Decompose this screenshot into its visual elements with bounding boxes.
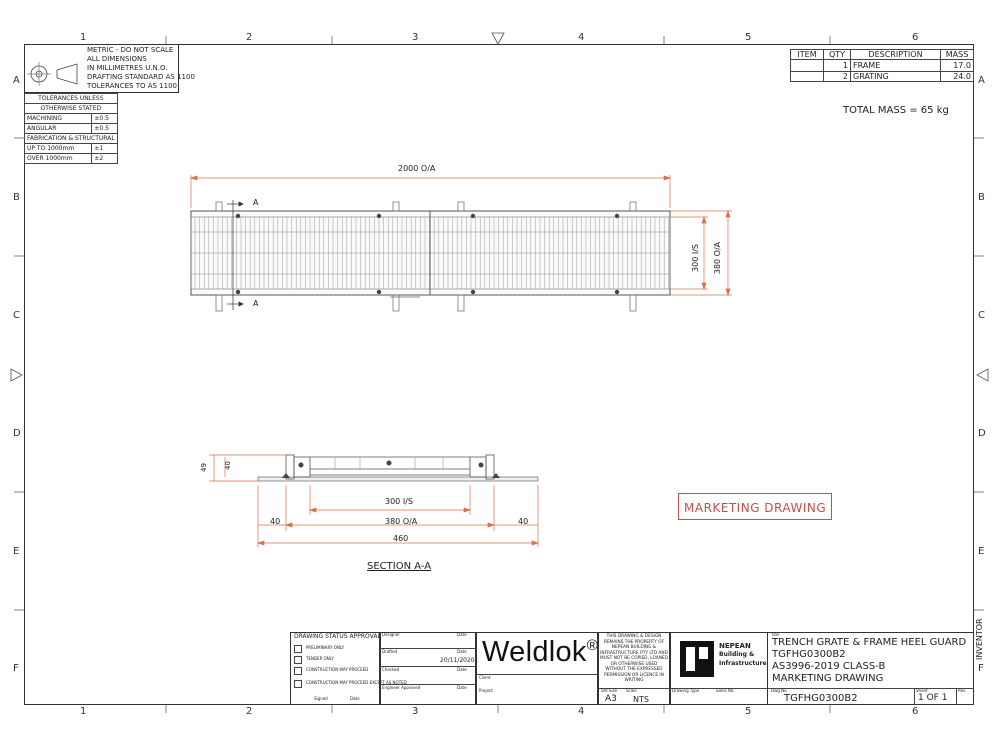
dim-section-height-2: 40 (223, 461, 232, 470)
dim-section-left: 40 (270, 517, 281, 526)
inventor-side-text: INVENTOR (975, 618, 984, 660)
row-ref-d-left: D (13, 428, 21, 439)
dim-overall-length: 2000 O/A (398, 164, 436, 173)
status-checkbox[interactable] (294, 667, 302, 675)
project-label: Project (479, 688, 493, 693)
sheet-size: A3 (605, 694, 617, 704)
fabrication-header: FABRICATION & STRUCTURAL (25, 134, 118, 144)
drawing-type-label: Drawing Type (672, 688, 700, 693)
tolerances-table (24, 93, 118, 164)
col-ref-2-top: 2 (246, 32, 253, 43)
note-line-5: TOLERANCES TO AS 1100 (87, 82, 177, 90)
col-ref-6-top: 6 (912, 32, 919, 43)
col-ref-4-bottom: 4 (578, 706, 585, 717)
col-ref-5-bottom: 5 (745, 706, 752, 717)
drafted-label: Drafted (382, 649, 398, 654)
parts-cell: 24.0 (941, 72, 974, 82)
status-checkbox[interactable] (294, 656, 302, 664)
signed-label: Signed (314, 696, 328, 701)
row-ref-c-left: C (13, 310, 20, 321)
dim-section-total: 460 (393, 534, 409, 543)
nepean-tagline-2: Infrastructure (719, 660, 767, 667)
section-view (195, 445, 555, 555)
total-mass: TOTAL MASS = 65 kg (843, 105, 949, 116)
status-item: CONSTRUCTION MAY PROCEED (306, 667, 369, 672)
sales-no-label: Sales No. (716, 688, 735, 693)
col-ref-3-bottom: 3 (412, 706, 419, 717)
status-date-label: Date (350, 696, 360, 701)
tolerance-label: MACHINING (25, 114, 92, 124)
nepean-logo-icon (680, 641, 714, 677)
status-checkbox[interactable] (294, 645, 302, 653)
tolerances-header-2: OTHERWISE STATED (25, 104, 118, 114)
brand-name: Weldlok (482, 636, 587, 668)
nepean-name: NEPEAN (719, 642, 751, 650)
parts-header-mass: MASS (941, 50, 974, 60)
row-ref-b-right: B (978, 192, 985, 203)
parts-cell (791, 72, 824, 82)
title-line-3: AS3996-2019 CLASS-B (772, 661, 886, 672)
dim-inside-width: 300 I/S (690, 244, 700, 272)
title-line-1: TRENCH GRATE & FRAME HEEL GUARD (772, 637, 967, 648)
note-line-3: IN MILLIMETRES U.N.O. (87, 64, 168, 72)
dwg-no-label: Dwg No. (771, 688, 788, 693)
designer-label: Designer (382, 632, 400, 637)
tolerance-value: ±2 (92, 154, 117, 164)
parts-cell: 1 (824, 60, 851, 72)
parts-header-item: ITEM (791, 50, 824, 60)
row-ref-a-left: A (13, 75, 20, 86)
row-ref-d-right: D (978, 428, 986, 439)
marketing-stamp (678, 493, 832, 520)
dim-overall-width: 380 O/A (713, 241, 723, 275)
parts-cell: FRAME (851, 60, 941, 72)
tolerance-value: ±0.5 (92, 114, 117, 124)
title-line-4: MARKETING DRAWING (772, 673, 884, 684)
drawn-date: 20/11/2020 (440, 657, 475, 664)
status-header: DRAWING STATUS APPROVAL (294, 633, 381, 640)
approved-date-label: Date (457, 685, 467, 690)
note-line-4: DRAFTING STANDARD AS 1100 (87, 73, 195, 81)
drafted-date-label: Date (457, 649, 467, 654)
brand-logo (482, 638, 598, 667)
col-ref-2-bottom: 2 (246, 706, 253, 717)
tolerance-label: OVER 1000mm (25, 154, 92, 164)
row-ref-f-right: F (978, 663, 984, 674)
nepean-tagline-1: Building & (719, 651, 755, 658)
parts-cell (791, 60, 824, 72)
marketing-stamp-text: MARKETING DRAWING (684, 501, 827, 515)
dim-section-height-1: 49 (199, 463, 208, 472)
status-item: CONSTRUCTION MAY PROCEED EXCEPT AS NOTED (306, 680, 407, 685)
col-ref-6-bottom: 6 (912, 706, 919, 717)
sheet-label: Sheet (916, 688, 928, 693)
row-ref-e-right: E (978, 546, 985, 557)
dim-section-inside: 300 I/S (385, 497, 413, 506)
col-ref-4-top: 4 (578, 32, 585, 43)
rev-label: Rev (958, 688, 966, 693)
scale-label: Scale (626, 688, 637, 693)
sheet-value: 1 OF 1 (918, 693, 948, 703)
tolerance-label: UP TO 1000mm (25, 144, 92, 154)
section-marker-bottom: A (253, 299, 259, 308)
projection-symbol-icon (27, 60, 87, 88)
note-line-2: ALL DIMENSIONS (87, 55, 147, 63)
dim-section-overall: 380 O/A (385, 517, 418, 526)
tolerances-header-1: TOLERANCES UNLESS (25, 94, 118, 104)
row-ref-c-right: C (978, 310, 985, 321)
status-item: PRELIMINARY ONLY (306, 645, 345, 650)
parts-table (790, 49, 974, 82)
checked-date-label: Date (457, 667, 467, 672)
tolerance-value: ±0.5 (92, 124, 117, 134)
col-ref-1-bottom: 1 (80, 706, 87, 717)
dwg-no: TGFHG0300B2 (784, 693, 858, 704)
parts-cell: 17.0 (941, 60, 974, 72)
col-ref-1-top: 1 (80, 32, 87, 43)
parts-header-qty: QTY (824, 50, 851, 60)
parts-cell: 2 (824, 72, 851, 82)
row-ref-b-left: B (13, 192, 20, 203)
checked-label: Checked (382, 667, 400, 672)
dim-section-right: 40 (518, 517, 529, 526)
col-ref-3-top: 3 (412, 32, 419, 43)
approved-label: Engineer Approved (382, 685, 421, 690)
designer-date-label: Date (457, 632, 467, 637)
sheet-size-label: Sht Size (601, 688, 618, 693)
tolerance-value: ±1 (92, 144, 117, 154)
parts-cell: GRATING (851, 72, 941, 82)
col-ref-5-top: 5 (745, 32, 752, 43)
scale-value: NTS (633, 695, 649, 704)
title-label: Title (771, 632, 780, 637)
client-label: Client (479, 675, 491, 680)
tolerance-label: ANGULAR (25, 124, 92, 134)
plan-view (180, 160, 740, 320)
brand-registered-mark: ® (586, 637, 599, 654)
parts-header-description: DESCRIPTION (851, 50, 941, 60)
row-ref-a-right: A (978, 75, 985, 86)
row-ref-e-left: E (13, 546, 20, 557)
row-ref-f-left: F (13, 663, 19, 674)
status-checkbox[interactable] (294, 680, 302, 688)
note-line-1: METRIC - DO NOT SCALE (87, 46, 174, 54)
section-marker-top: A (253, 198, 259, 207)
section-title: SECTION A-A (367, 561, 432, 572)
copyright-text: THIS DRAWING & DESIGN REMAINS THE PROPERTY OF NEPEAN BUILDING & INFRASTRUCTURE PTY LTD AND MUST NOT BE COPIED, LOANED OR OTHERWISE USED WITHOUT THE EXPRESSED PERMISSION OR LICENCE IN WRITING (600, 634, 668, 683)
title-line-2: TGFHG0300B2 (772, 649, 846, 660)
status-item: TENDER ONLY (306, 656, 334, 661)
